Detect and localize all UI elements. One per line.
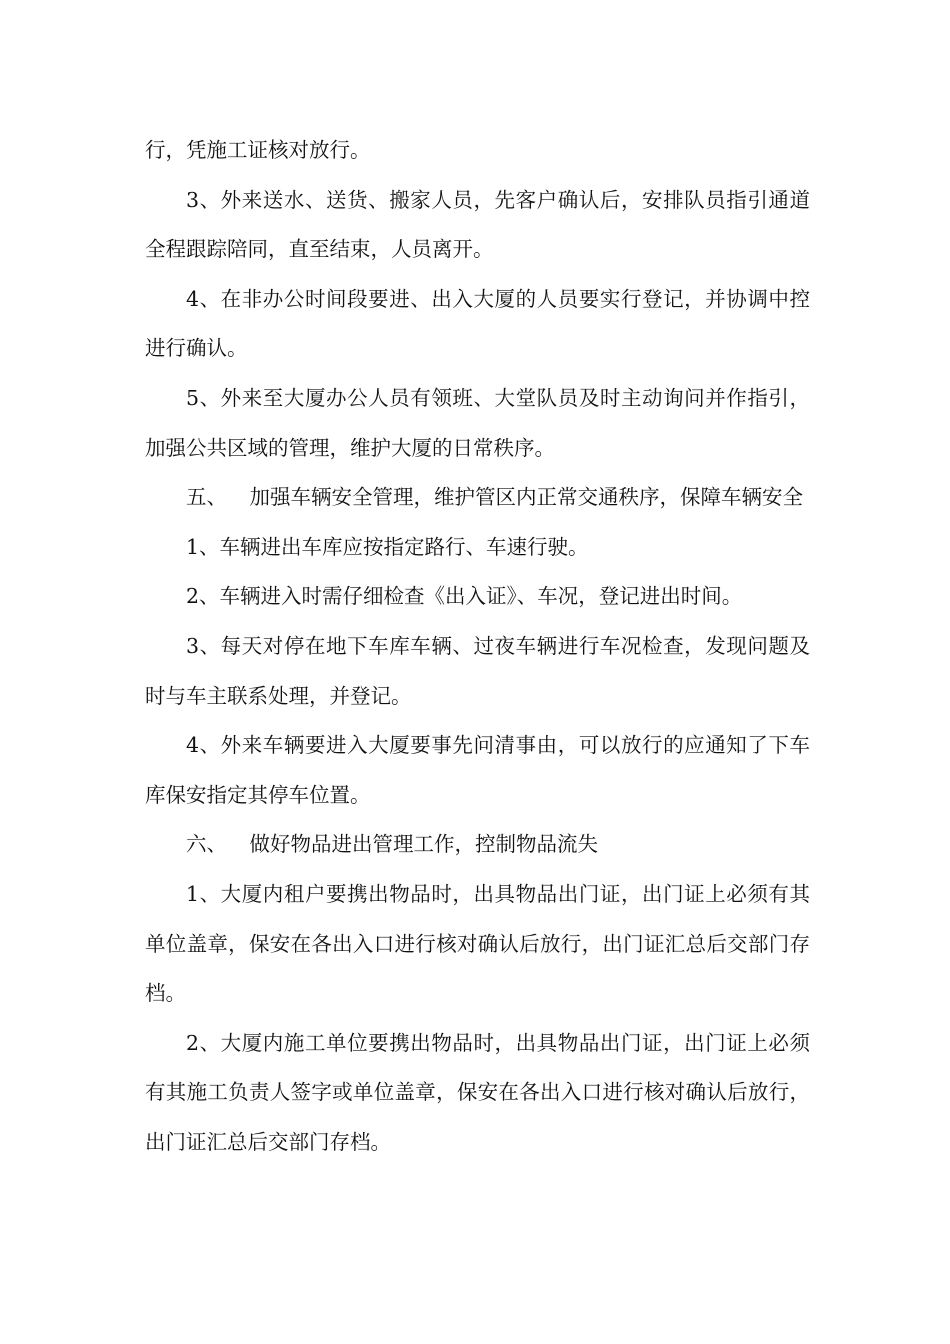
paragraph-item-4: 4、在非办公时间段要进、出入大厦的人员要实行登记，并协调中控进行确认。: [145, 286, 810, 361]
paragraph-item-3: 3、外来送水、送货、搬家人员，先客户确认后，安排队员指引通道全程跟踪陪同，直至结束，人员离开。: [145, 187, 810, 262]
section-heading-6: [145, 820, 810, 870]
paragraph-continuation: 行，凭施工证核对放行。: [145, 138, 371, 162]
section-heading-text: 做好物品进出管理工作，控制物品流失: [249, 832, 599, 857]
paragraph-item-2: 2、车辆进入时需仔细检查《出入证》、车况，登记进出时间。: [186, 584, 743, 609]
paragraph-item-3: 3、每天对停在地下车库车辆、过夜车辆进行车况检查，发现问题及时与车主联系处理，并登记。: [145, 633, 810, 708]
section-heading-text: 加强车辆安全管理，维护管区内正常交通秩序，保障车辆安全: [249, 485, 804, 510]
paragraph-item-2: 2、大厦内施工单位要携出物品时，出具物品出门证，出门证上必须有其施工负责人签字或单位盖章，保安在各出入口进行核对确认后放行，出门证汇总后交部门存档。: [145, 1030, 810, 1154]
document-page: [145, 126, 810, 1167]
section-heading-5: [145, 473, 810, 523]
paragraph-item-1: 1、大厦内租户要携出物品时，出具物品出门证，出门证上必须有其单位盖章，保安在各出入口进行核对确认后放行，出门证汇总后交部门存档。: [145, 881, 810, 1006]
section-number: 五、: [186, 485, 227, 510]
paragraph-item-1: 1、车辆进出车库应按指定路行、车速行驶。: [186, 534, 589, 559]
paragraph-item-4: 4、外来车辆要进入大厦要事先问清事由，可以放行的应通知了下车库保安指定其停车位置。: [145, 733, 810, 807]
section-number: 六、: [186, 832, 227, 857]
paragraph-item-5: 5、外来至大厦办公人员有领班、大堂队员及时主动询问并作指引，加强公共区域的管理，维护大厦的日常秩序。: [145, 385, 810, 460]
